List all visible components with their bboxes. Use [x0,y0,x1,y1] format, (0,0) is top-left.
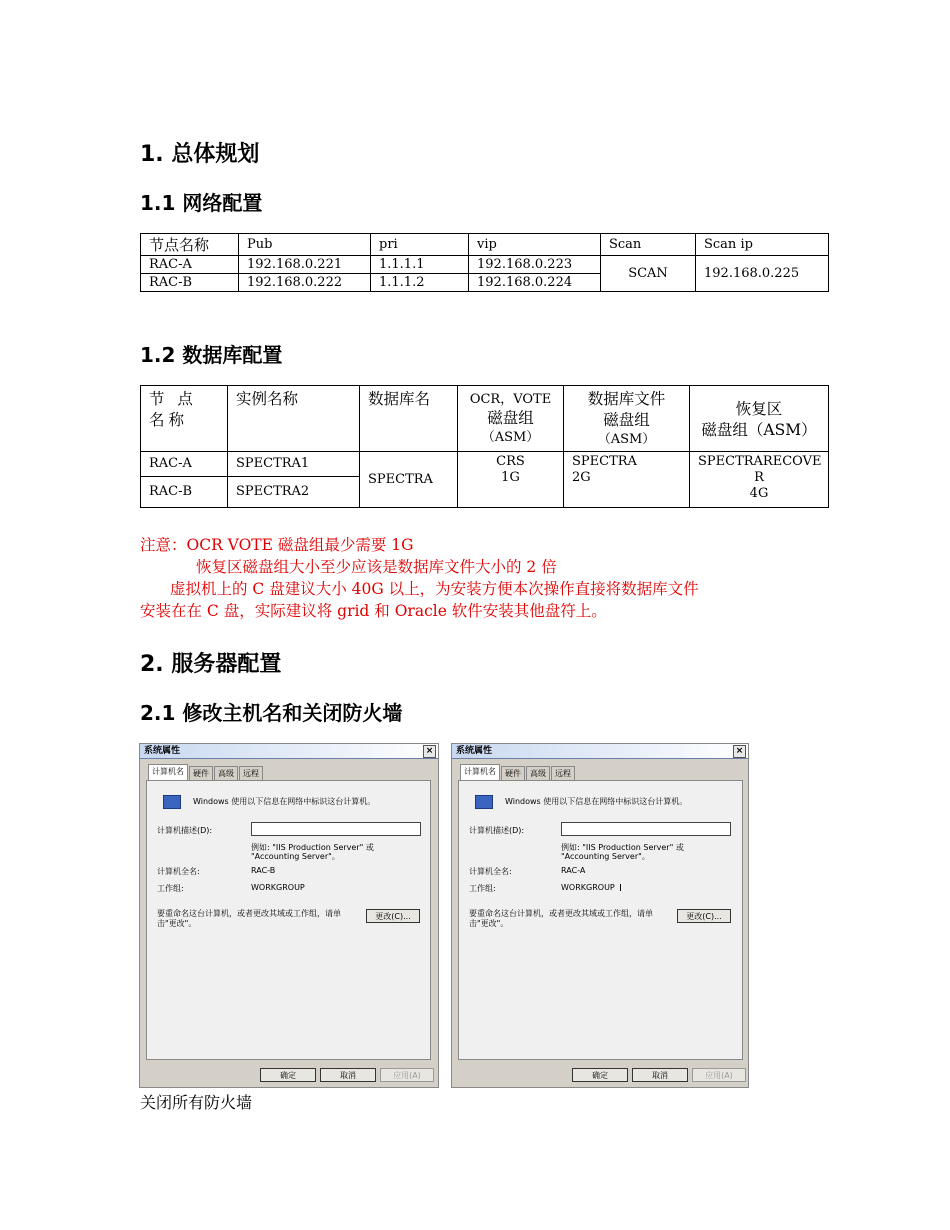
intro-text: Windows 使用以下信息在网络中标识这台计算机。 [505,797,688,806]
close-icon[interactable]: × [733,745,746,758]
cancel-button[interactable]: 取消 [320,1068,376,1082]
fullname-label: 计算机全名: [469,867,512,876]
table-cell: SPECTRA2 [228,477,360,508]
rename-text: 要重命名这台计算机，或者更改其域或工作组，请单击"更改"。 [157,909,341,928]
header-line: 数据库文件 [587,390,666,408]
workgroup-value: WORKGROUP [251,883,305,892]
ok-button[interactable]: 确定 [260,1068,316,1082]
cell-line: SPECTRARECOVE [698,454,822,469]
cell-line: SPECTRA [572,454,637,469]
dialog-titlebar [452,744,748,759]
tab-hardware[interactable]: 硬件 [189,766,213,780]
example-text: 例如: "IIS Production Server" 或 "Accounting Server"。 [251,843,374,861]
header-cell [458,386,564,452]
fullname-value: RAC-B [251,866,276,875]
table-row [141,452,829,477]
table-cell: 192.168.0.224 [469,274,601,292]
computer-description-input[interactable] [561,822,731,836]
workgroup-value: WORKGROUP [561,883,615,892]
db-name-cell: SPECTRA [360,452,458,508]
dialog-title: 系统属性 [144,746,181,756]
header-line: 磁盘组（ASM） [701,420,817,439]
table-cell: RAC-A [141,256,239,274]
header-cell: 实例名称 [228,386,360,452]
header-cell: Pub [239,234,371,256]
table-cell: 1.1.1.2 [371,274,469,292]
text-cursor-icon: I [619,883,622,894]
header-cell: 节 点 名称 [141,386,228,452]
header-cell [564,386,690,452]
note-line: 虚拟机上的 C 盘建议大小 40G 以上，为安装方便本次操作直接将数据库文件 [170,580,699,598]
heading-overall-plan: 1. 总体规划 [140,142,260,167]
ok-button[interactable]: 确定 [572,1068,628,1082]
header-cell [690,386,829,452]
ocr-cell [458,452,564,508]
table-cell: 192.168.0.221 [239,256,371,274]
dialog-tabs [148,766,264,780]
table-cell: SPECTRA1 [228,452,360,477]
dialog-titlebar [140,744,438,759]
system-properties-dialog [451,743,749,1088]
table-cell: RAC-B [141,274,239,292]
cell-line: CRS [496,454,525,469]
table-cell: RAC-A [141,452,228,477]
example-text: 例如: "IIS Production Server" 或 "Accounting Server"。 [561,843,684,861]
fullname-value: RAC-A [561,866,586,875]
header-line: （ASM） [481,430,540,445]
heading-database-config: 1.2 数据库配置 [140,343,283,367]
header-cell: Scan [601,234,696,256]
heading-network-config: 1.1 网络配置 [140,191,263,215]
tab-advanced[interactable]: 高级 [214,766,238,780]
system-properties-dialog [139,743,439,1088]
computer-description-input[interactable] [251,822,421,836]
description-label: 计算机描述(D): [469,826,525,835]
change-button[interactable]: 更改(C)... [677,909,731,923]
intro-text: Windows 使用以下信息在网络中标识这台计算机。 [193,797,376,806]
header-cell: pri [371,234,469,256]
fullname-label: 计算机全名: [157,867,200,876]
workgroup-label: 工作组: [157,884,184,893]
workgroup-label: 工作组: [469,884,496,893]
note-line: 恢复区磁盘组大小至少应该是数据库文件大小的 2 倍 [196,558,557,576]
cancel-button[interactable]: 取消 [632,1068,688,1082]
rename-text: 要重命名这台计算机，或者更改其域或工作组，请单击"更改"。 [469,909,653,928]
tab-panel [458,780,743,1060]
header-line: 恢复区 [735,399,783,418]
table-header-row [141,386,829,452]
description-label: 计算机描述(D): [157,826,213,835]
header-cell: vip [469,234,601,256]
computer-icon [475,795,493,809]
heading-server-config: 2. 服务器配置 [140,652,282,677]
firewall-caption: 关闭所有防火墙 [140,1093,253,1112]
table-row [141,256,829,274]
dialog-tabs [460,766,576,780]
tab-computer-name[interactable]: 计算机名 [148,764,188,780]
header-line: 磁盘组 [603,411,650,429]
change-button[interactable]: 更改(C)... [366,909,420,923]
note-line: 注意：OCR VOTE 磁盘组最少需要 1G [140,536,414,554]
tab-advanced[interactable]: 高级 [526,766,550,780]
computer-icon [163,795,181,809]
cell-line: 4G [749,486,769,501]
tab-remote[interactable]: 远程 [551,766,575,780]
table-cell: 192.168.0.222 [239,274,371,292]
header-cell: 数据库名 [360,386,458,452]
datafile-cell [564,452,690,508]
table-header-row [141,234,829,256]
tab-hardware[interactable]: 硬件 [501,766,525,780]
table-cell: RAC-B [141,477,228,508]
table-cell: 1.1.1.1 [371,256,469,274]
apply-button[interactable]: 应用(A) [380,1068,434,1082]
note-line: 安装在在 C 盘，实际建议将 grid 和 Oracle 软件安装其他盘符上。 [140,602,607,620]
tab-panel [146,780,431,1060]
heading-hostname-firewall: 2.1 修改主机名和关闭防火墙 [140,701,403,725]
network-table [140,233,829,292]
scan-ip-cell: 192.168.0.225 [696,256,829,292]
header-line: （ASM） [597,432,656,447]
close-icon[interactable]: × [423,745,436,758]
scan-cell: SCAN [601,256,696,292]
dialog-title: 系统属性 [456,746,493,756]
header-cell: Scan ip [696,234,829,256]
tab-computer-name[interactable]: 计算机名 [460,764,500,780]
database-table [140,385,829,508]
cell-line: 2G [572,470,591,485]
header-cell: 节点名称 [141,234,239,256]
apply-button[interactable]: 应用(A) [692,1068,746,1082]
tab-remote[interactable]: 远程 [239,766,263,780]
cell-line: 1G [501,470,520,485]
cell-line: R [754,470,764,485]
recovery-cell [690,452,829,508]
header-line: OCR，VOTE [469,392,552,407]
table-cell: 192.168.0.223 [469,256,601,274]
header-line: 磁盘组 [487,409,534,427]
